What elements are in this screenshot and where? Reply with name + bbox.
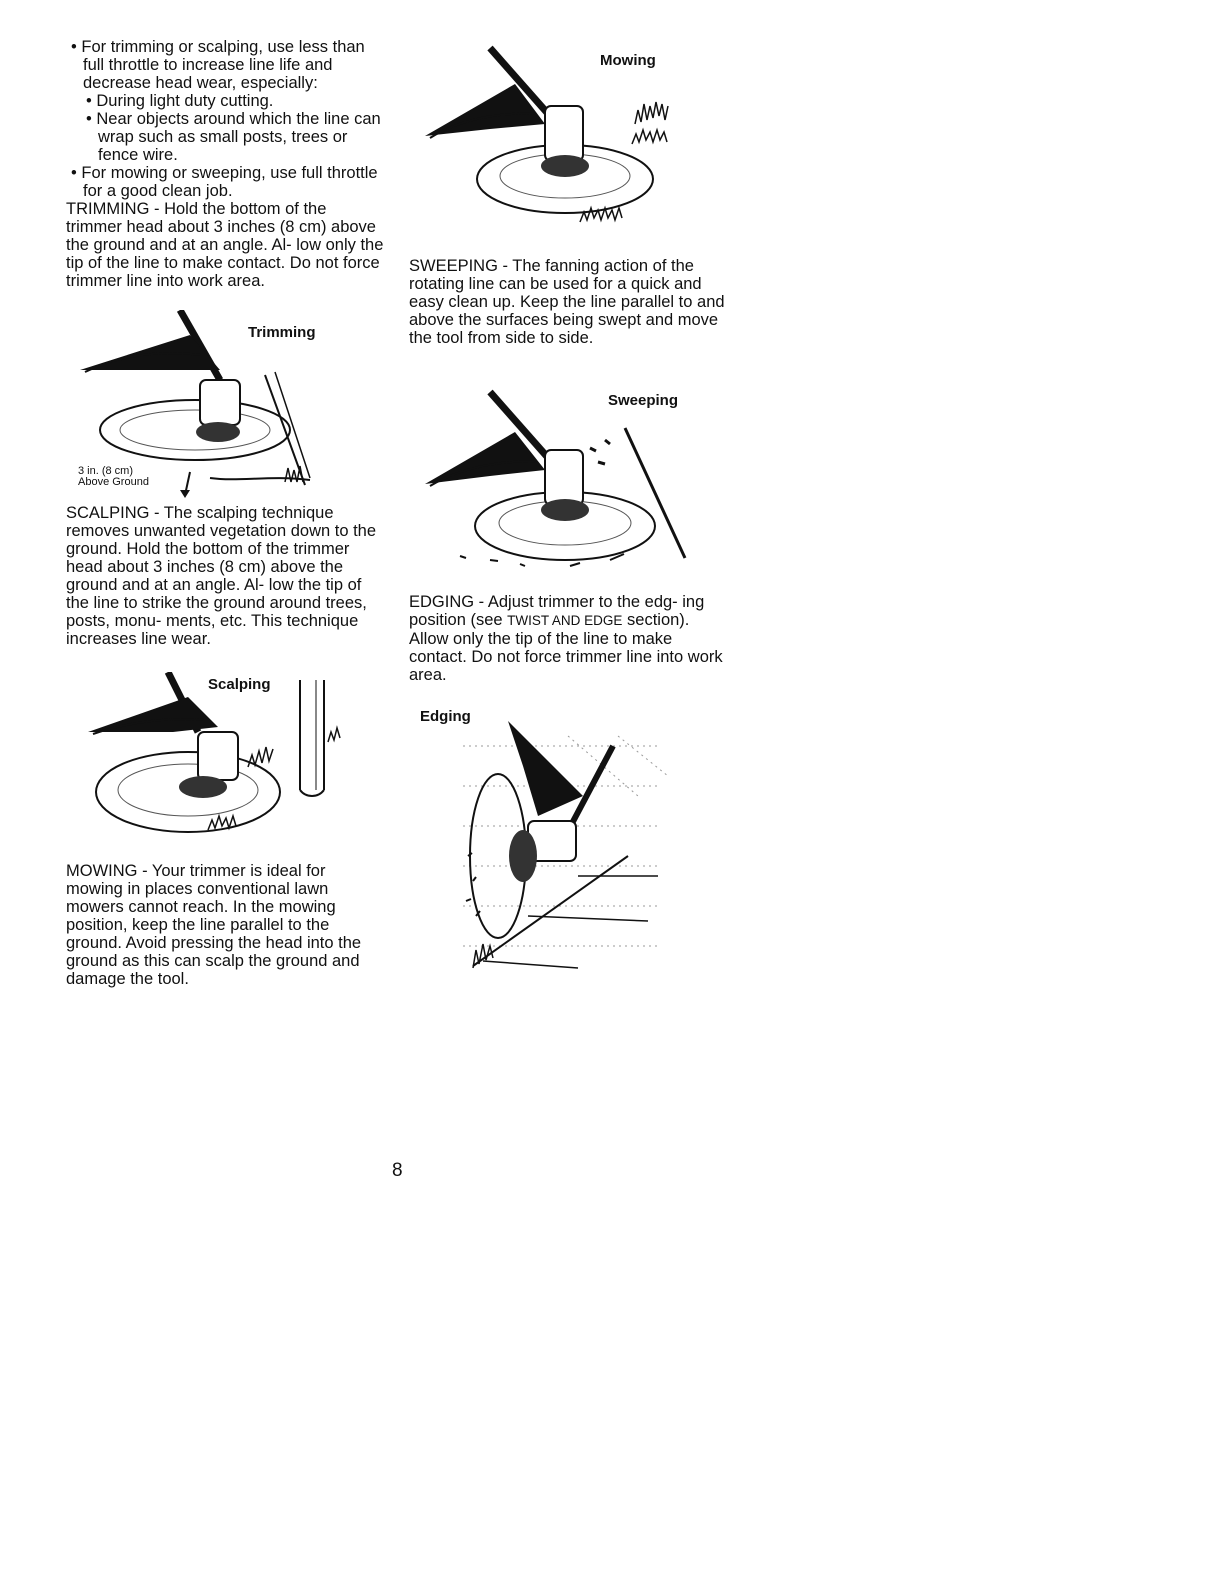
left-column-mid	[66, 504, 386, 648]
mowing-paragraph: MOWING - Your trimmer is ideal for mowing in places conventional lawn mowers cannot reach. In the mowing position, keep the line parallel to the ground. Avoid pressing the head into the ground as this can scalp the ground and damage the tool.	[66, 862, 362, 988]
mowing-label: Mowing	[600, 52, 656, 69]
left-column-top	[66, 38, 386, 290]
edging-label: Edging	[420, 708, 471, 725]
scalping-paragraph: SCALPING - The scalping technique removes unwanted vegetation down to the ground. Hold the bottom of the trimmer head about 3 inches (8 cm) above the ground and at an angle. Al- low the tip of the line to strike the ground around trees, posts, monu- ments, etc. This technique increases line wear.	[66, 504, 377, 648]
twist-and-edge-ref: TWIST AND EDGE	[507, 613, 623, 628]
mowing-illustration	[420, 44, 710, 234]
right-column-top	[409, 257, 729, 347]
edging-paragraph	[409, 593, 729, 684]
left-column-bottom	[66, 862, 386, 988]
trimming-paragraph: TRIMMING - Hold the bottom of the trimmer head about 3 inches (8 cm) above the ground and at an angle. Al- low only the tip of the line to make contact. Do not force trimmer line into work area.	[66, 200, 384, 290]
scalping-figure	[88, 672, 368, 847]
sub-bullet-light-duty: • During light duty cutting.	[86, 92, 274, 110]
bullet-full-throttle: • For mowing or sweeping, use full throttle for a good clean job.	[71, 164, 378, 200]
scalping-label: Scalping	[208, 676, 271, 693]
mowing-figure	[420, 44, 710, 234]
sweeping-illustration	[420, 388, 710, 578]
bullet-throttle-less: • For trimming or scalping, use less than full throttle to increase line life and decrease head wear, especially:	[71, 38, 365, 92]
edging-text-a: EDGING - Adjust trimmer to the edg- ing position (see	[409, 593, 705, 629]
scalping-illustration	[88, 672, 368, 847]
sweeping-label: Sweeping	[608, 392, 679, 409]
edging-text-b: section). Allow only the tip of the line to make contact. Do not force trimmer line into work area.	[409, 611, 723, 684]
right-column-mid	[409, 593, 729, 684]
trimming-figure	[80, 310, 330, 500]
sweeping-figure	[420, 388, 710, 578]
height-note	[78, 466, 149, 488]
height-note-line1: 3 in. (8 cm)	[78, 465, 134, 477]
page-number: 8	[392, 1160, 403, 1181]
sub-bullet-near-objects: • Near objects around which the line can wrap such as small posts, trees or fence wire.	[86, 110, 381, 164]
height-note-line2: Above Ground	[78, 476, 149, 488]
edging-figure	[418, 706, 678, 976]
edging-illustration	[418, 706, 678, 976]
sweeping-paragraph: SWEEPING - The fanning action of the rotating line can be used for a quick and easy clean up. Keep the line parallel to and above the surfaces being swept and move the tool from side to side.	[409, 257, 725, 347]
trimming-label: Trimming	[248, 324, 316, 341]
